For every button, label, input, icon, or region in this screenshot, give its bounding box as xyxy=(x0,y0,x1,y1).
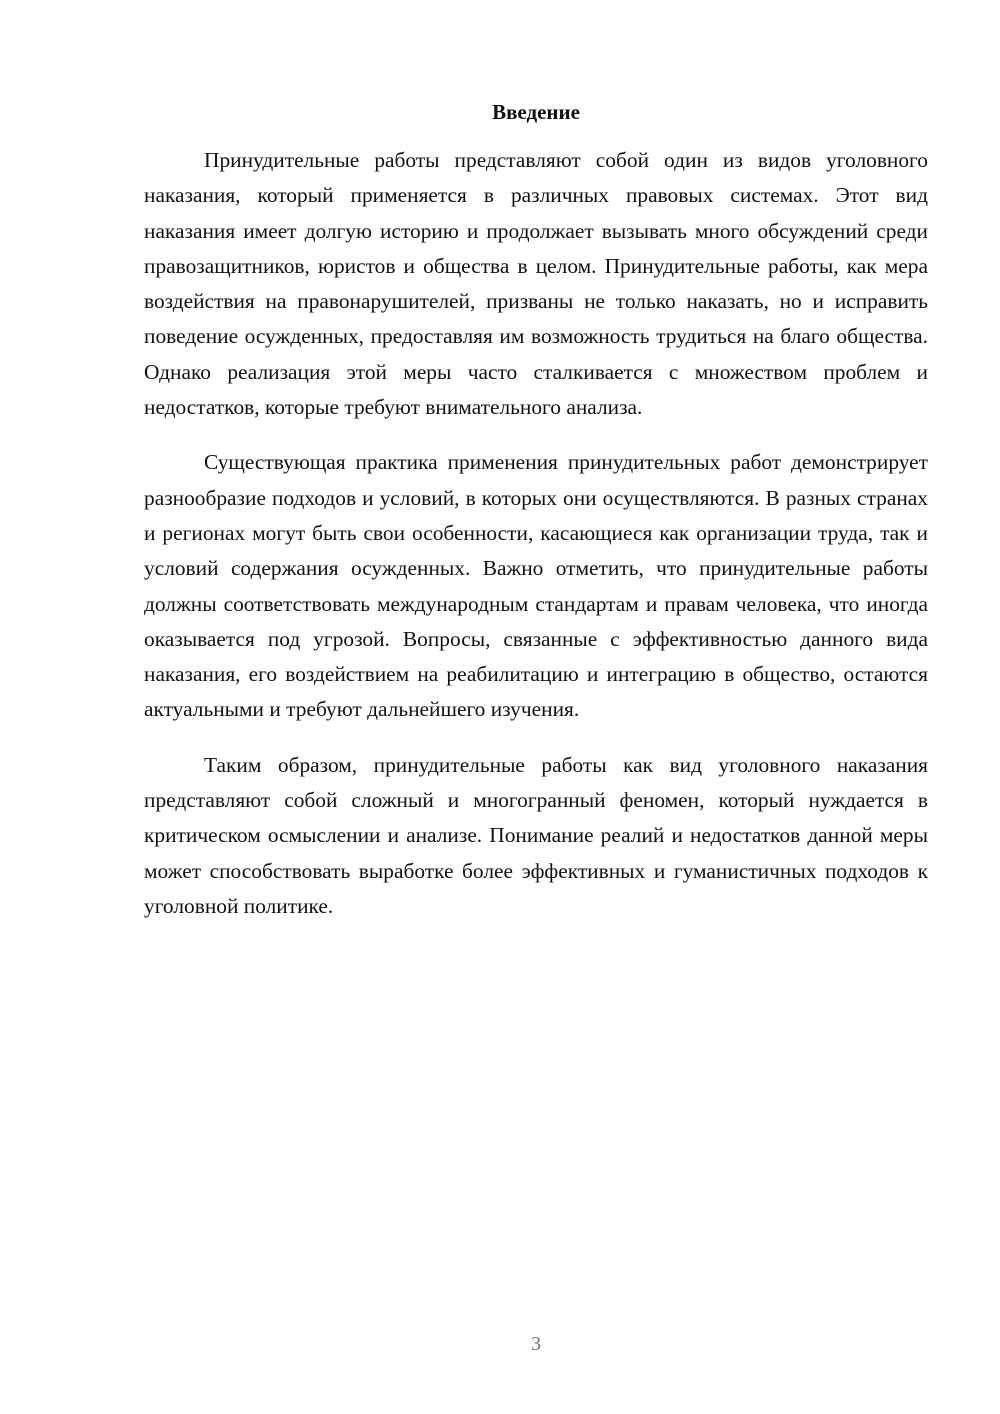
page-number: 3 xyxy=(531,1333,541,1355)
paragraph-1: Принудительные работы представляют собой один из видов уголовного наказания, который применяется в различных правовых системах. Этот вид наказания имеет долгую историю и продолжает вызывать много обсуждений среди правозащитников, юристов и общества в целом. Принудительные работы, как мера воздействия на правонарушителей, призваны не только наказать, но и исправить поведение осужденных, предоставляя им возможность трудиться на благо общества. Однако реализация этой меры часто сталкивается с множеством проблем и недостатков, которые требуют внимательного анализа. xyxy=(144,148,928,420)
body-text xyxy=(144,143,928,944)
paragraph-2: Существующая практика применения принудительных работ демонстрирует разнообразие подходов и условий, в которых они осуществляются. В разных странах и регионах могут быть свои особенности, касающиеся как организации труда, так и условий содержания осужденных. Важно отметить, что принудительные работы должны соответствовать международным стандартам и правам человека, что иногда оказывается под угрозой. Вопросы, связанные с эффективностью данного вида наказания, его воздействием на реабилитацию и интеграцию в общество, остаются актуальными и требуют дальнейшего изучения. xyxy=(144,450,928,722)
section-heading: Введение xyxy=(492,100,580,124)
paragraph-3: Таким образом, принудительные работы как вид уголовного наказания представляют собой сложный и многогранный феномен, который нуждается в критическом осмыслении и анализе. Понимание реалий и недостатков данной меры может способствовать выработке более эффективных и гуманистичных подходов к уголовной политике. xyxy=(144,752,928,918)
